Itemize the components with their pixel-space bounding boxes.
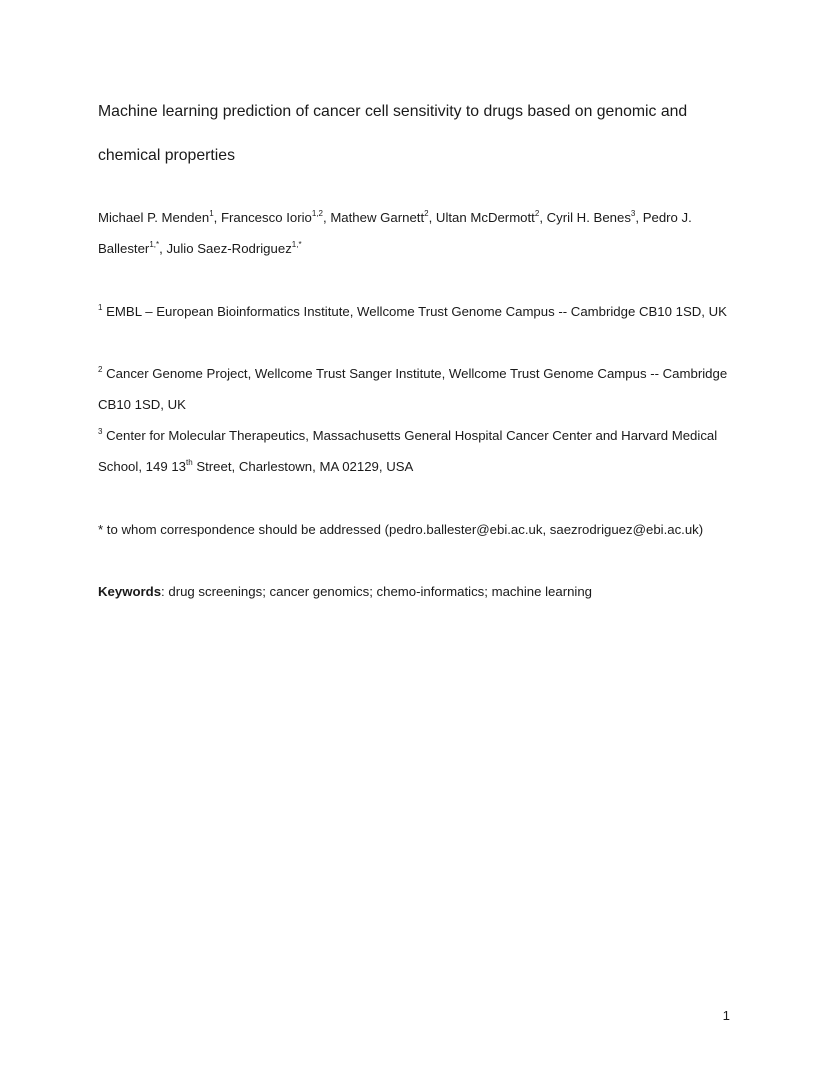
affiliation-text: Cancer Genome Project, Wellcome Trust Sanger Institute, Wellcome Trust Genome Campus -- Cambridge CB10 1SD, UK xyxy=(98,366,728,412)
author-name: Pedro J. Ballester xyxy=(98,210,692,256)
author-separator: , xyxy=(635,210,643,225)
keywords xyxy=(98,576,738,607)
author-separator: , xyxy=(322,210,331,225)
author-name: Francesco Iorio xyxy=(220,210,312,225)
affiliation-number: 2 xyxy=(98,364,103,374)
affiliation-number: 1 xyxy=(98,302,103,312)
author-affiliation-mark: 2 xyxy=(424,208,429,218)
keywords-label: Keywords xyxy=(98,584,162,599)
keywords-list: : drug screenings; cancer genomics; chemo-informatics; machine learning xyxy=(161,584,593,599)
author-affiliation-mark: 2 xyxy=(534,208,540,218)
author-list xyxy=(98,202,738,264)
affiliation-number: 3 xyxy=(98,426,103,436)
author-separator: , xyxy=(213,210,221,225)
author xyxy=(547,210,643,225)
affiliation-text: Center for Molecular Therapeutics, Massachusetts General Hospital Cancer Center and Harvard Medical School, 149 13 xyxy=(98,428,718,474)
author-name: Mathew Garnett xyxy=(330,210,425,225)
author xyxy=(98,210,221,225)
author-affiliation-mark: 1,* xyxy=(291,239,302,249)
author-affiliation-mark: 1 xyxy=(209,208,214,218)
affiliation-text: EMBL – European Bioinformatics Institute, Wellcome Trust Genome Campus -- Cambridge CB10 1SD, UK xyxy=(106,304,727,319)
paper-title: Machine learning prediction of cancer cell sensitivity to drugs based on genomic and chemical properties xyxy=(98,103,688,164)
author-separator: , xyxy=(539,210,547,225)
author xyxy=(436,210,547,225)
author xyxy=(330,210,436,225)
ordinal-suffix: th xyxy=(186,457,193,467)
author-affiliation-mark: 1,2 xyxy=(311,208,323,218)
author-name: Cyril H. Benes xyxy=(546,210,631,225)
author-separator: , xyxy=(428,210,436,225)
author xyxy=(221,210,330,225)
page-number: 1 xyxy=(722,1008,730,1023)
author-affiliation-mark: 1,* xyxy=(149,239,160,249)
correspondence-note: * to whom correspondence should be addressed (pedro.ballester@ebi.ac.uk, saezrodriguez@ebi.ac.uk) xyxy=(98,522,704,537)
author-separator: , xyxy=(159,241,167,256)
author-name: Michael P. Menden xyxy=(98,210,210,225)
author-affiliation-mark: 3 xyxy=(630,208,636,218)
author xyxy=(166,241,301,256)
author-name: Julio Saez-Rodriguez xyxy=(166,241,292,256)
affiliation-3 xyxy=(98,420,738,482)
author-name: Ultan McDermott xyxy=(435,210,535,225)
affiliation-2 xyxy=(98,358,738,420)
affiliation-text-continued: Street, Charlestown, MA 02129, USA xyxy=(192,459,414,474)
affiliation-1 xyxy=(98,296,738,327)
